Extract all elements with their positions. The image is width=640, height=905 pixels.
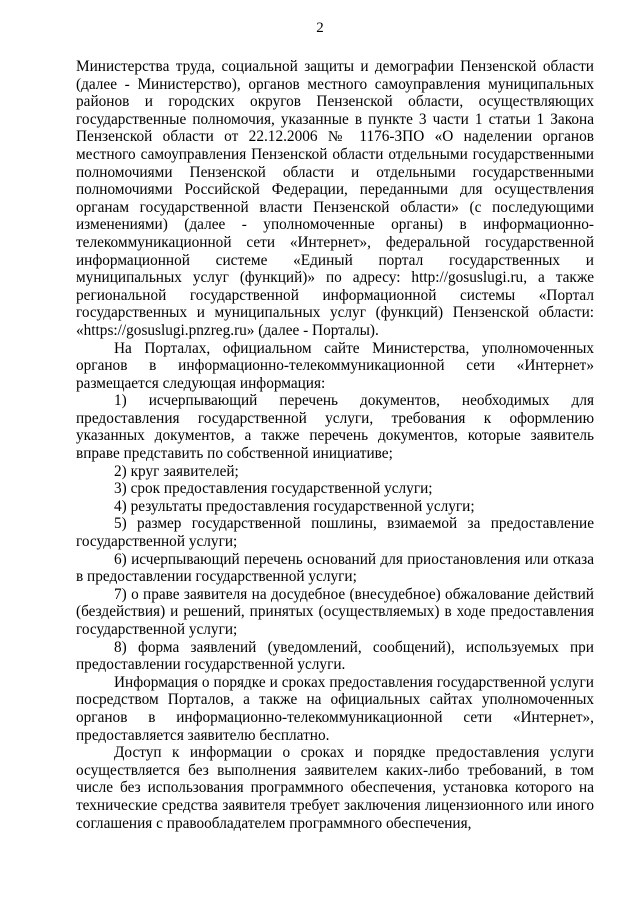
page-number: 2 — [316, 20, 324, 36]
list-item: 6) исчерпывающий перечень оснований для приостановления или отказа в предоставлении государственной услуги; — [76, 550, 594, 586]
paragraph: Информация о порядке и сроках предоставления государственной услуги посредством Порталов, а также на официальных сайтах уполномоченных органов в информационно-телекоммуникационной сети «Интернет», предоставляется заявителю бесплатно. — [76, 673, 594, 744]
list-item: 8) форма заявлений (уведомлений, сообщений), используемых при предоставлении государственной услуги. — [76, 638, 594, 674]
list-item: 3) срок предоставления государственной услуги; — [114, 480, 433, 498]
list-item: 4) результаты предоставления государственной услуги; — [114, 497, 475, 515]
paragraph: Доступ к информации о сроках и порядке предоставления услуги осуществляется без выполнения заявителем каких-либо требований, в том числе без использования программного обеспечения, установка которого на технические средства заявителя требует заключения лицензионного или иного соглашения с правообладателем программного обеспечения, — [76, 744, 594, 832]
list-item: 1) исчерпывающий перечень документов, необходимых для предоставления государственной услуги, требования к оформлению указанных документов, а также перечень документов, которые заявитель вправе представить по собственной инициативе; — [76, 392, 594, 463]
paragraph: Министерства труда, социальной защиты и демографии Пензенской области (далее - Министерство), органов местного самоуправления муниципальных районов и городских округов Пензенской области, осуществляющих государственные полномочия, указанные в пункте 3 части 1 статьи 1 Закона Пензенской области от 22.12.2006 № 1176-ЗПО «О наделении органов местного самоуправления Пензенской области отдельными государственными полномочиями Пензенской области и отдельными государственными полномочиями Российской Федерации, переданными для осуществления органам государственной власти Пензенской области» (с последующими изменениями) (далее - уполномоченные органы) в информационно-телекоммуникационной сети «Интернет», федеральной государственной информационной системе «Единый портал государственных и муниципальных услуг (функций)» по адресу: http://gosuslugi.ru, а также региональной государственной информационной системы «Портал государственных и муниципальных услуг (функций) Пензенской области: «https://gosuslugi.pnzreg.ru» (далее - Порталы). — [76, 58, 594, 339]
paragraph: На Порталах, официальном сайте Министерства, уполномоченных органов в информационно-телекоммуникационной сети «Интернет» размещается следующая информация: — [76, 339, 594, 392]
document-body — [76, 58, 594, 832]
list-item: 5) размер государственной пошлины, взимаемой за предоставление государственной услуги; — [76, 515, 594, 551]
list-item: 2) круг заявителей; — [114, 462, 239, 480]
list-item: 7) о праве заявителя на досудебное (внесудебное) обжалование действий (бездействия) и решений, принятых (осуществляемых) в ходе предоставления государственной услуги; — [76, 585, 594, 638]
